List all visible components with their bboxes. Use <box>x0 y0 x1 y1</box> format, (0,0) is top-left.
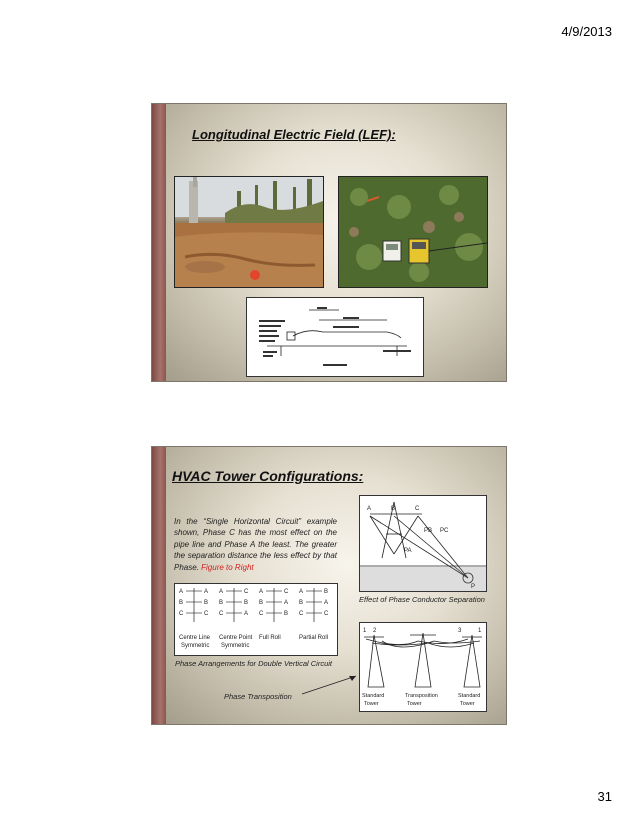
arrangements-caption: Phase Arrangements for Double Vertical Circuit <box>175 659 333 668</box>
slide-title: HVAC Tower Configurations: <box>172 468 364 484</box>
phase-label-left: C <box>179 611 184 617</box>
phase-label-left: A <box>259 589 264 595</box>
field-site-photo <box>174 176 324 288</box>
svg-text:P: P <box>471 584 476 590</box>
paragraph-text: In the “Single Horizontal Circuit” example shown, Phase C has the most effect on the pipe line and Phase A the least. The greater the separation distance the less effect by that Phase. <box>174 517 337 572</box>
svg-text:B: B <box>391 506 396 512</box>
svg-text:PC: PC <box>440 528 449 534</box>
phase-label-left: A <box>179 589 184 595</box>
arrangement-sublabel: Symmetric <box>181 643 210 649</box>
tower-label: Standard <box>362 693 385 699</box>
svg-text:C: C <box>415 506 420 512</box>
phase-label-right: B <box>284 611 289 617</box>
svg-text:3: 3 <box>458 628 462 634</box>
phase-label-left: C <box>259 611 264 617</box>
phase-label-left: B <box>219 600 224 606</box>
svg-text:2: 2 <box>373 628 377 634</box>
phase-label-right: A <box>324 600 329 606</box>
phase-label-left: C <box>299 611 304 617</box>
phase-label-right: A <box>204 589 209 595</box>
phase-label-left: A <box>299 589 304 595</box>
separation-caption: Effect of Phase Conductor Separation <box>359 595 485 604</box>
phase-label-left: A <box>219 589 224 595</box>
phase-label-left: B <box>259 600 264 606</box>
phase-arrangements-diagram <box>175 584 337 655</box>
phase-arrangements-figure <box>174 583 338 656</box>
tower-diagram <box>360 623 486 711</box>
slide-accent-bar <box>152 104 166 381</box>
transposition-caption: Phase Transposition <box>224 692 292 701</box>
tower-label-sub: Tower <box>460 701 475 707</box>
tower-label: Transposition <box>405 693 438 699</box>
slide-hvac-tower <box>151 446 507 725</box>
arrangement-label: Centre Point <box>219 635 253 641</box>
phase-label-left: C <box>219 611 224 617</box>
slide-accent-bar <box>152 447 166 724</box>
svg-text:PB: PB <box>424 528 433 534</box>
arrangement-label: Centre Line <box>179 635 211 641</box>
svg-text:PA: PA <box>404 548 412 554</box>
phase-label-left: B <box>299 600 304 606</box>
phase-separation-figure <box>359 495 487 592</box>
phase-label-right: C <box>284 589 289 595</box>
meter-on-grass-photo <box>338 176 488 288</box>
phase-label-right: B <box>324 589 329 595</box>
phase-label-right: C <box>244 589 249 595</box>
arrangement-label: Full Roll <box>259 635 281 641</box>
explanation-paragraph <box>174 516 337 573</box>
slide-title: Longitudinal Electric Field (LEF): <box>192 127 396 142</box>
arrangement-label: Partial Roll <box>299 635 329 641</box>
phase-label-right: B <box>204 600 209 606</box>
arrangement-sublabel: Symmetric <box>221 643 250 649</box>
lef-test-setup-diagram <box>246 297 424 377</box>
pointer-arrow <box>300 672 362 698</box>
figure-reference: Figure to Right <box>201 562 254 572</box>
phase-label-right: C <box>324 611 329 617</box>
page-number: 31 <box>597 789 612 804</box>
tower-label-sub: Tower <box>407 701 422 707</box>
svg-text:A: A <box>367 506 372 512</box>
phase-label-right: A <box>244 611 249 617</box>
slide-lef <box>151 103 507 382</box>
svg-text:1: 1 <box>478 628 482 634</box>
tower-label: Standard <box>458 693 481 699</box>
svg-text:1: 1 <box>363 628 367 634</box>
page-date: 4/9/2013 <box>561 24 612 39</box>
phase-label-left: B <box>179 600 184 606</box>
tower-label-sub: Tower <box>364 701 379 707</box>
phase-label-right: C <box>204 611 209 617</box>
phase-label-right: B <box>244 600 249 606</box>
phase-label-right: A <box>284 600 289 606</box>
phase-transposition-figure <box>359 622 487 712</box>
